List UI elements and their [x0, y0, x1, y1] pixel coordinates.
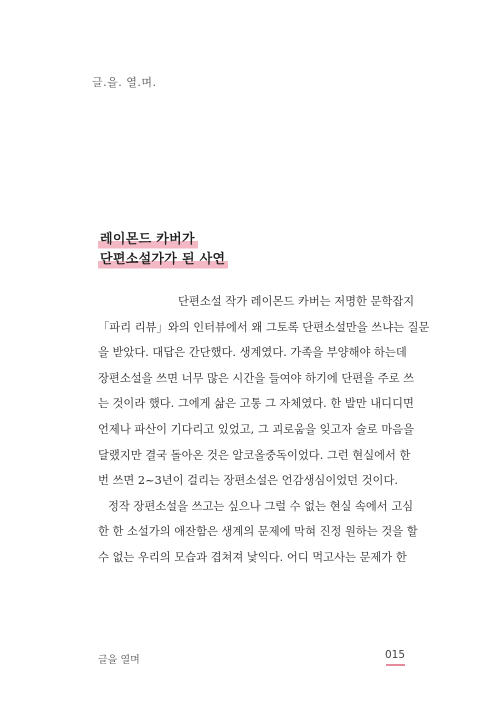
page-number: 015: [384, 649, 405, 661]
paragraph-1: [98, 289, 430, 494]
text-line: 번 쓰면 2~3년이 걸리는 장편소설은 언감생심이었던 것이다.: [98, 474, 398, 488]
text-line: 을 받았다. 대답은 간단했다. 생계였다. 가족을 부양해야 하는데: [98, 346, 407, 360]
text-line: 단편소설 작가 레이몬드 카버는 저명한 문학잡지: [178, 295, 415, 308]
text-line: 「파리 리뷰」와의 인터뷰에서 왜 그토록 단편소설만을 쓰냐는 질문: [98, 320, 430, 334]
text-line: 한 한 소설가의 애잔함은 생계의 문제에 막혀 진정 원하는 것을 할: [98, 525, 418, 539]
heading-line-2-text: 단편소설가가 된 사연: [98, 250, 228, 270]
footer-book-title: 글을 열며: [98, 655, 140, 666]
page-number-underline: [386, 664, 405, 666]
paragraph-2: [98, 494, 418, 571]
body-text: [98, 289, 430, 571]
running-head: 글.을. 열.며.: [92, 76, 157, 89]
section-heading: [98, 230, 228, 270]
heading-line-1: [98, 230, 228, 250]
text-line: 장편소설을 쓰면 너무 많은 시간을 들여야 하기에 단편을 주로 쓰: [98, 371, 415, 385]
text-line: 언제나 파산이 기다리고 있었고, 그 괴로움을 잊고자 술로 마음을: [98, 422, 415, 436]
text-line: 달랬지만 결국 돌아온 것은 알코올중독이었다. 그런 현실에서 한: [98, 448, 411, 462]
heading-line-1-text: 레이몬드 카버가: [98, 230, 198, 250]
text-line: 는 것이라 했다. 그에게 삶은 고통 그 자체였다. 한 발만 내디디면: [98, 397, 414, 411]
text-line: 정작 장편소설을 쓰고는 싶으나 그럴 수 없는 현실 속에서 고심: [108, 499, 414, 513]
text-line: 수 없는 우리의 모습과 겹쳐져 낯익다. 어디 먹고사는 문제가 한: [98, 550, 407, 564]
heading-line-2: [98, 250, 228, 270]
